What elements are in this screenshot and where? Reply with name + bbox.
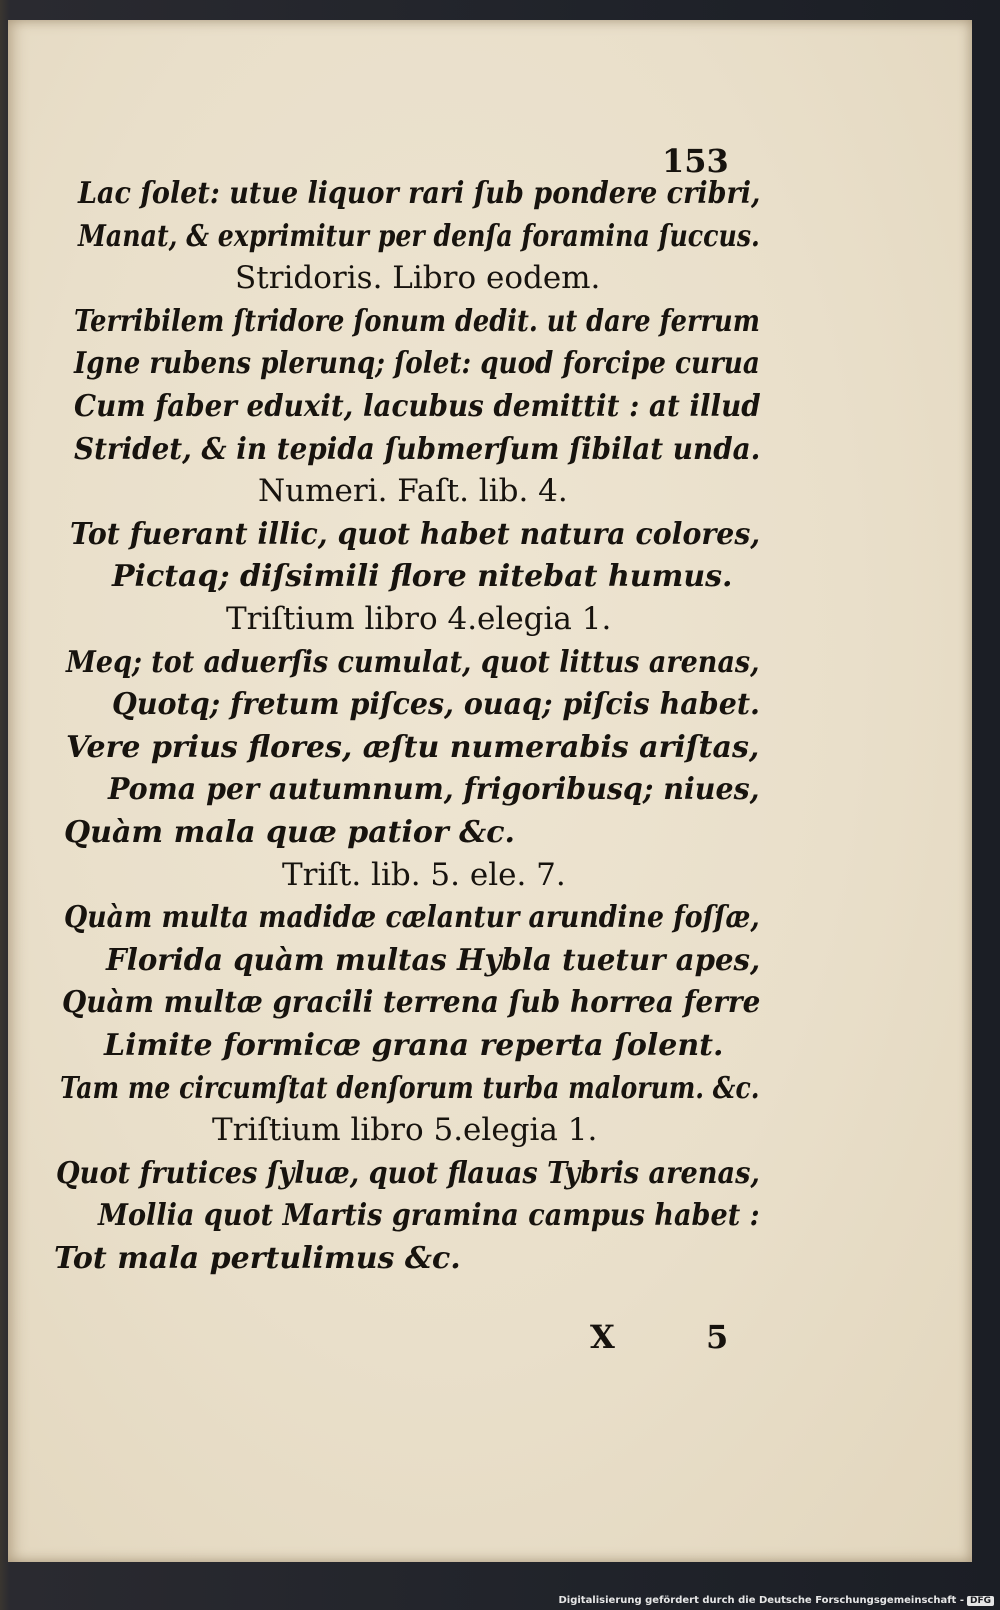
section-heading: Stridoris. Libro eodem. [235, 260, 601, 297]
section-heading: Triſtium libro 5.elegia 1. [212, 1112, 598, 1149]
page-number: 153 [662, 142, 729, 180]
section-heading: Triſtium libro 4.elegia 1. [226, 601, 612, 637]
verse-line: Quàm multa madidæ cælantur arundine foſſæ, [64, 900, 760, 936]
verse-line: Cum faber eduxit, lacubus demittit : at illud [74, 389, 761, 424]
verse-line: Tam me circumſtat denſorum turba malorum. &c. [60, 1070, 760, 1106]
verse-line: Stridet, & in tepida ſubmerſum ſibilat unda. [74, 431, 761, 467]
verse-line: Manat, & exprimitur per denſa foramina ſuccus. [78, 218, 760, 254]
verse-line: Vere prius flores, æſtu numerabis ariſtas, [66, 729, 760, 765]
verse-line: Meq; tot aduerſis cumulat, quot littus arenas, [66, 644, 760, 680]
section-heading: Triſt. lib. 5. ele. 7. [282, 856, 566, 893]
verse-line: Igne rubens plerunq; ſolet: quod forcipe curua [74, 346, 760, 382]
verse-line: Limite formicæ grana reperta ſolent. [104, 1028, 724, 1063]
verse-line: Tot mala pertulimus &c. [54, 1241, 461, 1276]
verse-line: Lac ſolet: utue liquor rari ſub pondere cribri, [78, 176, 761, 211]
verse-line: Mollia quot Martis gramina campus habet : [98, 1198, 760, 1234]
verse-line: Pictaq; diſsimili flore nitebat humus. [112, 559, 733, 595]
signature-mark: X 5 [590, 1318, 769, 1356]
verse-line: Quàm mala quæ patior &c. [64, 815, 515, 850]
section-heading: Numeri. Faſt. lib. 4. [258, 473, 568, 510]
digitization-credit [558, 1595, 994, 1606]
verse-line: Quàm multæ gracili terrena ſub horrea ferre [62, 985, 761, 1021]
credit-text: Digitalisierung gefördert durch die Deutsche Forschungsgemeinschaft - [558, 1595, 964, 1606]
verse-line: Quot frutices ſyluæ, quot flauas Tybris arenas, [56, 1155, 760, 1191]
dfg-logo: DFG [967, 1596, 994, 1606]
verse-line: Tot fuerant illic, quot habet natura colores, [70, 516, 761, 552]
verse-line: Quotq; fretum piſces, ouaq; piſcis habet. [112, 687, 760, 723]
verse-line: Terribilem ſtridore ſonum dedit. ut dare ferrum [74, 303, 760, 339]
verse-line: Florida quàm multas Hybla tuetur apes, [106, 942, 761, 978]
verse-line: Poma per autumnum, frigoribusq; niues, [108, 772, 760, 808]
